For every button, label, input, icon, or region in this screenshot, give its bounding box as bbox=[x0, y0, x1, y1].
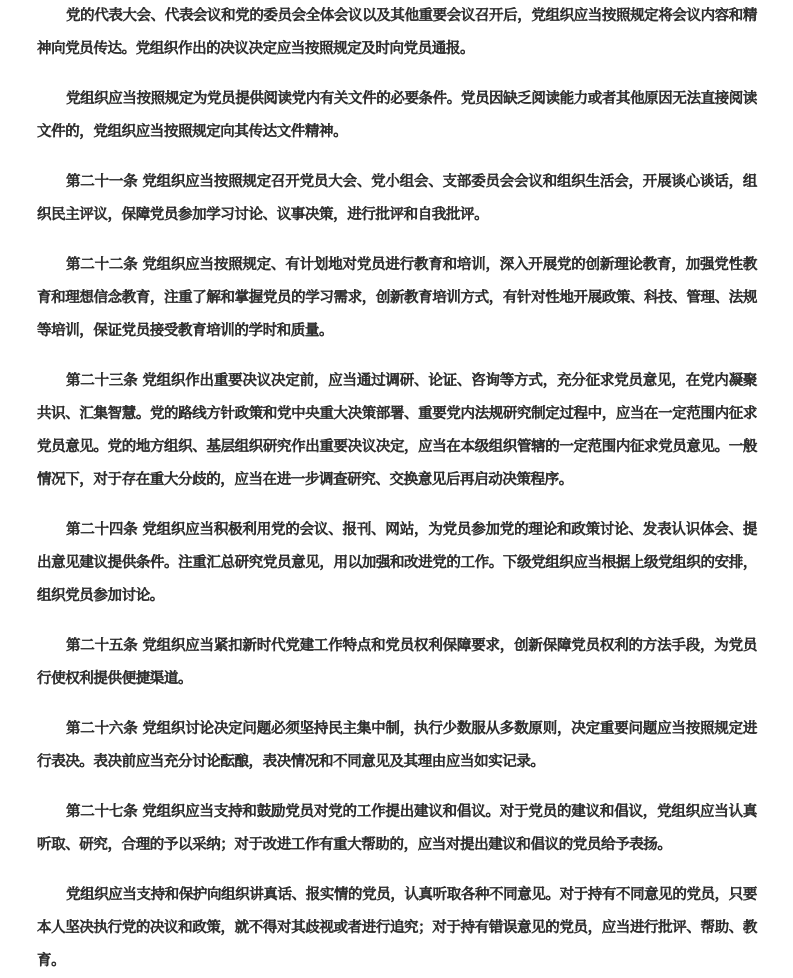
paragraph-article-26: 第二十六条 党组织讨论决定问题必须坚持民主集中制，执行少数服从多数原则，决定重要问题应当按照规定进行表决。表决前应当充分讨论酝酿，表决情况和不同意见及其理由应当如实记录。 bbox=[37, 721, 757, 770]
paragraph-gap bbox=[37, 613, 757, 630]
paragraph-gap bbox=[37, 497, 757, 514]
paragraph-gap bbox=[37, 149, 757, 166]
paragraph-article-24: 第二十四条 党组织应当积极利用党的会议、报刊、网站，为党员参加党的理论和政策讨论、发表认识体会、提出意见建议提供条件。注重汇总研究党员意见，用以加强和改进党的工作。下级党组织应当根据上级党组织的安排，组织党员参加讨论。 bbox=[37, 522, 757, 604]
paragraph-gap bbox=[37, 66, 757, 83]
paragraph: 党组织应当按照规定为党员提供阅读党内有关文件的必要条件。党员因缺乏阅读能力或者其他原因无法直接阅读文件的，党组织应当按照规定向其传达文件精神。 bbox=[37, 91, 757, 140]
paragraph-gap bbox=[37, 779, 757, 796]
paragraph-gap bbox=[37, 696, 757, 713]
paragraph-gap bbox=[37, 348, 757, 365]
paragraph-article-23: 第二十三条 党组织作出重要决议决定前，应当通过调研、论证、咨询等方式，充分征求党员意见，在党内凝聚共识、汇集智慧。党的路线方针政策和党中央重大决策部署、重要党内法规研究制定过程中，应当在一定范围内征求党员意见。党的地方组织、基层组织研究作出重要决议决定，应当在本级组织管辖的一定范围内征求党员意见。一般情况下，对于存在重大分歧的，应当在进一步调查研究、交换意见后再启动决策程序。 bbox=[37, 373, 757, 488]
document-body bbox=[37, 0, 757, 978]
paragraph: 党的代表大会、代表会议和党的委员会全体会议以及其他重要会议召开后，党组织应当按照规定将会议内容和精神向党员传达。党组织作出的决议决定应当按照规定及时向党员通报。 bbox=[37, 8, 757, 57]
paragraph: 党组织应当支持和保护向组织讲真话、报实情的党员，认真听取各种不同意见。对于持有不同意见的党员，只要本人坚决执行党的决议和政策，就不得对其歧视或者进行追究；对于持有错误意见的党员，应当进行批评、帮助、教育。 bbox=[37, 887, 757, 969]
paragraph-article-21: 第二十一条 党组织应当按照规定召开党员大会、党小组会、支部委员会会议和组织生活会，开展谈心谈话，组织民主评议，保障党员参加学习讨论、议事决策，进行批评和自我批评。 bbox=[37, 174, 757, 223]
paragraph-gap bbox=[37, 232, 757, 249]
paragraph-gap bbox=[37, 862, 757, 879]
paragraph-article-27: 第二十七条 党组织应当支持和鼓励党员对党的工作提出建议和倡议。对于党员的建议和倡议，党组织应当认真听取、研究，合理的予以采纳；对于改进工作有重大帮助的，应当对提出建议和倡议的党员给予表扬。 bbox=[37, 804, 757, 853]
paragraph-article-22: 第二十二条 党组织应当按照规定、有计划地对党员进行教育和培训，深入开展党的创新理论教育，加强党性教育和理想信念教育，注重了解和掌握党员的学习需求，创新教育培训方式，有针对性地开展政策、科技、管理、法规等培训，保证党员接受教育培训的学时和质量。 bbox=[37, 257, 757, 339]
paragraph-article-25: 第二十五条 党组织应当紧扣新时代党建工作特点和党员权利保障要求，创新保障党员权利的方法手段，为党员行使权利提供便捷渠道。 bbox=[37, 638, 757, 687]
